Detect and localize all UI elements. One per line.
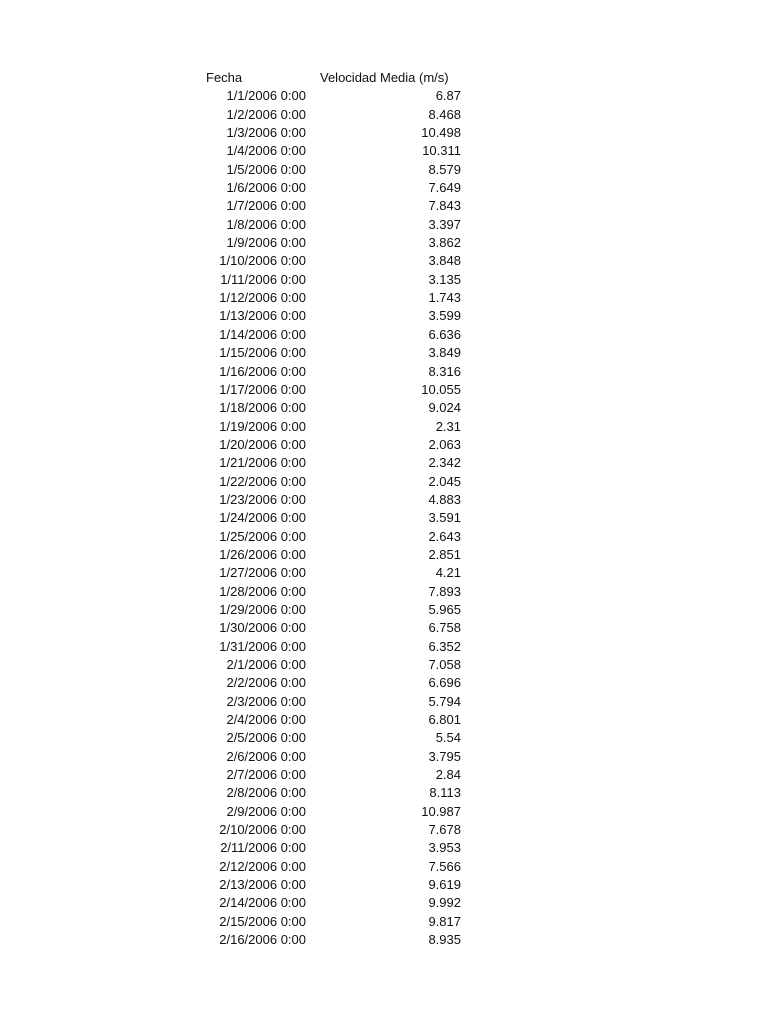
table-row <box>0 473 768 491</box>
cell-velocidad-media: 3.591 <box>428 510 461 526</box>
cell-velocidad-media: 5.965 <box>428 601 461 617</box>
table-row <box>0 491 768 509</box>
cell-fecha: 1/27/2006 0:00 <box>219 565 306 581</box>
cell-fecha: 1/1/2006 0:00 <box>226 88 306 104</box>
cell-velocidad-media: 3.599 <box>428 308 461 324</box>
cell-fecha: 1/14/2006 0:00 <box>219 326 306 342</box>
cell-fecha: 1/31/2006 0:00 <box>219 638 306 654</box>
table-row <box>0 326 768 344</box>
header-velocidad-media: Velocidad Media (m/s) <box>320 70 449 85</box>
cell-velocidad-media: 6.636 <box>428 326 461 342</box>
table-row <box>0 784 768 802</box>
cell-velocidad-media: 9.619 <box>428 877 461 893</box>
cell-fecha: 1/26/2006 0:00 <box>219 546 306 562</box>
table-row <box>0 858 768 876</box>
cell-fecha: 1/10/2006 0:00 <box>219 253 306 269</box>
table-row <box>0 894 768 912</box>
table-row <box>0 674 768 692</box>
cell-velocidad-media: 6.87 <box>435 88 461 104</box>
cell-velocidad-media: 9.024 <box>428 400 461 416</box>
table-row <box>0 381 768 399</box>
table-row <box>0 197 768 215</box>
table-row <box>0 546 768 564</box>
table-row <box>0 271 768 289</box>
cell-velocidad-media: 8.935 <box>428 932 461 948</box>
table-row <box>0 106 768 124</box>
cell-fecha: 2/13/2006 0:00 <box>219 877 306 893</box>
header-fecha: Fecha <box>206 70 243 85</box>
table-row <box>0 289 768 307</box>
table-row <box>0 454 768 472</box>
cell-velocidad-media: 2.84 <box>435 767 461 783</box>
cell-fecha: 1/20/2006 0:00 <box>219 436 306 452</box>
table-row <box>0 124 768 142</box>
table-row <box>0 307 768 325</box>
table-row <box>0 729 768 747</box>
cell-fecha: 1/24/2006 0:00 <box>219 510 306 526</box>
cell-velocidad-media: 3.848 <box>428 253 461 269</box>
table-row <box>0 711 768 729</box>
table-row <box>0 363 768 381</box>
cell-velocidad-media: 3.953 <box>428 840 461 856</box>
cell-velocidad-media: 8.468 <box>428 106 461 122</box>
cell-velocidad-media: 7.678 <box>428 822 461 838</box>
cell-fecha: 1/23/2006 0:00 <box>219 491 306 507</box>
cell-fecha: 1/6/2006 0:00 <box>226 180 306 196</box>
cell-fecha: 2/6/2006 0:00 <box>226 748 306 764</box>
cell-velocidad-media: 10.987 <box>421 803 461 819</box>
table-row <box>0 87 768 105</box>
cell-velocidad-media: 8.316 <box>428 363 461 379</box>
table-row <box>0 583 768 601</box>
table-header-row <box>0 69 768 87</box>
cell-velocidad-media: 7.649 <box>428 180 461 196</box>
cell-fecha: 1/12/2006 0:00 <box>219 290 306 306</box>
cell-fecha: 2/11/2006 0:00 <box>220 840 306 856</box>
cell-velocidad-media: 2.851 <box>428 546 461 562</box>
cell-fecha: 2/5/2006 0:00 <box>226 730 306 746</box>
table-row <box>0 344 768 362</box>
cell-velocidad-media: 2.342 <box>428 455 461 471</box>
cell-fecha: 1/9/2006 0:00 <box>226 235 306 251</box>
table-row <box>0 821 768 839</box>
cell-fecha: 2/14/2006 0:00 <box>219 895 306 911</box>
table-row <box>0 142 768 160</box>
table-row <box>0 252 768 270</box>
table-row <box>0 436 768 454</box>
cell-velocidad-media: 5.794 <box>428 693 461 709</box>
cell-fecha: 1/28/2006 0:00 <box>219 583 306 599</box>
table-row <box>0 876 768 894</box>
cell-fecha: 1/15/2006 0:00 <box>219 345 306 361</box>
cell-fecha: 1/21/2006 0:00 <box>219 455 306 471</box>
cell-fecha: 1/8/2006 0:00 <box>226 216 306 232</box>
table-row <box>0 601 768 619</box>
table-row <box>0 399 768 417</box>
table-row <box>0 656 768 674</box>
table-row <box>0 638 768 656</box>
cell-velocidad-media: 7.893 <box>428 583 461 599</box>
cell-fecha: 2/16/2006 0:00 <box>219 932 306 948</box>
cell-fecha: 1/5/2006 0:00 <box>226 161 306 177</box>
cell-velocidad-media: 8.579 <box>428 161 461 177</box>
cell-fecha: 1/3/2006 0:00 <box>226 125 306 141</box>
cell-fecha: 2/4/2006 0:00 <box>226 712 306 728</box>
cell-velocidad-media: 9.817 <box>428 913 461 929</box>
table-row <box>0 931 768 949</box>
table-row <box>0 803 768 821</box>
cell-fecha: 2/15/2006 0:00 <box>219 913 306 929</box>
table-row <box>0 693 768 711</box>
cell-fecha: 1/22/2006 0:00 <box>219 473 306 489</box>
cell-velocidad-media: 7.843 <box>428 198 461 214</box>
cell-velocidad-media: 2.063 <box>428 436 461 452</box>
table-row <box>0 418 768 436</box>
cell-fecha: 1/18/2006 0:00 <box>219 400 306 416</box>
cell-velocidad-media: 9.992 <box>428 895 461 911</box>
cell-fecha: 1/13/2006 0:00 <box>219 308 306 324</box>
cell-fecha: 1/2/2006 0:00 <box>226 106 306 122</box>
cell-velocidad-media: 8.113 <box>429 785 461 801</box>
cell-fecha: 2/10/2006 0:00 <box>219 822 306 838</box>
cell-velocidad-media: 10.311 <box>422 143 461 159</box>
cell-fecha: 1/17/2006 0:00 <box>219 381 306 397</box>
cell-fecha: 2/12/2006 0:00 <box>219 858 306 874</box>
cell-fecha: 1/29/2006 0:00 <box>219 601 306 617</box>
cell-fecha: 1/4/2006 0:00 <box>226 143 306 159</box>
cell-velocidad-media: 2.643 <box>428 528 461 544</box>
cell-velocidad-media: 3.397 <box>428 216 461 232</box>
table-row <box>0 161 768 179</box>
cell-velocidad-media: 3.862 <box>428 235 461 251</box>
table-row <box>0 839 768 857</box>
cell-velocidad-media: 1.743 <box>428 290 461 306</box>
table-row <box>0 564 768 582</box>
cell-velocidad-media: 6.801 <box>428 712 461 728</box>
cell-fecha: 1/25/2006 0:00 <box>219 528 306 544</box>
cell-fecha: 2/3/2006 0:00 <box>226 693 306 709</box>
table-row <box>0 179 768 197</box>
cell-fecha: 1/16/2006 0:00 <box>219 363 306 379</box>
table-row <box>0 913 768 931</box>
table-row <box>0 748 768 766</box>
cell-fecha: 2/8/2006 0:00 <box>226 785 306 801</box>
data-sheet <box>0 69 768 950</box>
cell-velocidad-media: 4.883 <box>428 491 461 507</box>
cell-velocidad-media: 6.696 <box>428 675 461 691</box>
cell-velocidad-media: 4.21 <box>435 565 461 581</box>
cell-fecha: 1/30/2006 0:00 <box>219 620 306 636</box>
cell-fecha: 1/7/2006 0:00 <box>226 198 306 214</box>
cell-velocidad-media: 5.54 <box>435 730 461 746</box>
table-row <box>0 528 768 546</box>
cell-fecha: 2/2/2006 0:00 <box>226 675 306 691</box>
cell-velocidad-media: 6.758 <box>428 620 461 636</box>
cell-velocidad-media: 7.566 <box>428 858 461 874</box>
table-row <box>0 509 768 527</box>
cell-velocidad-media: 7.058 <box>428 657 461 672</box>
cell-velocidad-media: 3.135 <box>428 271 461 287</box>
cell-velocidad-media: 3.795 <box>428 748 461 764</box>
cell-fecha: 2/1/2006 0:00 <box>226 657 306 672</box>
cell-fecha: 2/9/2006 0:00 <box>226 803 306 819</box>
cell-velocidad-media: 10.055 <box>421 381 461 397</box>
table-body <box>0 87 768 949</box>
table-row <box>0 216 768 234</box>
cell-velocidad-media: 2.31 <box>435 418 461 434</box>
cell-velocidad-media: 2.045 <box>428 473 461 489</box>
table-row <box>0 766 768 784</box>
cell-velocidad-media: 3.849 <box>428 345 461 361</box>
table-row <box>0 234 768 252</box>
cell-fecha: 1/11/2006 0:00 <box>220 271 306 287</box>
cell-fecha: 1/19/2006 0:00 <box>219 418 306 434</box>
cell-fecha: 2/7/2006 0:00 <box>226 767 306 783</box>
cell-velocidad-media: 10.498 <box>421 125 461 141</box>
cell-velocidad-media: 6.352 <box>428 638 461 654</box>
table-row <box>0 619 768 637</box>
